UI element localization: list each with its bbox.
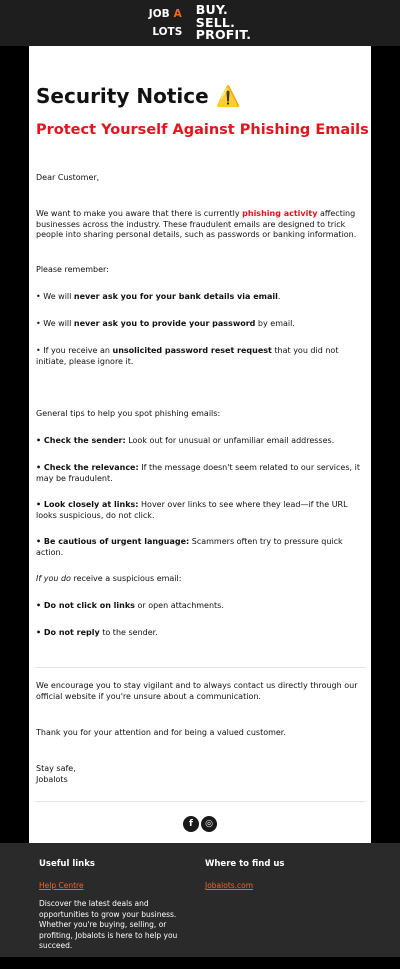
help-centre-link[interactable]: Help Centre	[39, 881, 84, 890]
greeting: Dear Customer,	[36, 173, 100, 182]
signoff	[36, 764, 366, 785]
jobalots-site-link[interactable]: Jobalots.com	[205, 881, 254, 890]
facebook-icon[interactable]: f	[183, 816, 199, 832]
jobalots-logo[interactable]	[149, 5, 186, 42]
useful-links-title: Useful links	[39, 859, 95, 869]
signoff-line: Stay safe,	[36, 764, 76, 773]
signoff-name: Jobalots	[36, 774, 68, 784]
tip-item-1: • Check the sender: Look out for unusual or unfamiliar email addresses.	[36, 436, 335, 445]
intro-paragraph: We want to make you aware that there is currently phishing activity affecting businesses across the industry. These fraudulent emails are designed to trick people into sharing personal details, such as passwords or banking information.	[36, 209, 357, 239]
footer-about-text: Discover the latest deals and opportunities to grow your business. Whether you're buying, selling, or profiting, Jobalots is here to help you succeed.	[39, 899, 178, 950]
tips-heading: General tips to help you spot phishing emails:	[36, 409, 221, 418]
footer	[0, 843, 400, 957]
action-item-2: • Do not reply to the sender.	[36, 628, 158, 637]
vigilant-paragraph: We encourage you to stay vigilant and to always contact us directly through our official website if you're unsure about a communication.	[36, 681, 358, 701]
logo-a: A	[173, 7, 182, 20]
tip-item-4: • Be cautious of urgent language: Scammers often try to pressure quick action.	[36, 537, 343, 557]
tagline	[196, 4, 251, 42]
page-title: Security Notice ⚠️	[36, 84, 241, 108]
bottom-bar	[0, 957, 400, 969]
logo-lots: LOTS	[152, 26, 183, 38]
tip-item-3: • Look closely at links: Hover over links to see where they lead—if the URL looks suspicious, do not click.	[36, 500, 348, 520]
phishing-highlight: phishing activity	[242, 209, 318, 218]
email-header	[0, 0, 400, 46]
tagline-profit: PROFIT.	[195, 27, 252, 43]
thanks-paragraph: Thank you for your attention and for being a valued customer.	[36, 728, 286, 737]
remember-item-2: • We will never ask you to provide your password by email.	[36, 319, 295, 328]
tip-item-2: • Check the relevance: If the message doesn't seem related to our services, it may be fraudulent.	[36, 463, 360, 483]
remember-item-3: • If you receive an unsolicited password reset request that you did not initiate, please ignore it.	[36, 346, 339, 366]
instagram-icon[interactable]: ◎	[201, 816, 217, 832]
tagline-sell: SELL.	[195, 14, 236, 30]
logo-job: JOB	[148, 7, 170, 20]
remember-heading: Please remember:	[36, 265, 109, 274]
page-subtitle: Protect Yourself Against Phishing Emails	[36, 122, 369, 138]
divider	[35, 667, 366, 668]
if-you-do-heading: If you do receive a suspicious email:	[36, 574, 182, 583]
tagline-buy: BUY.	[195, 2, 229, 18]
where-to-find-us-title: Where to find us	[205, 859, 285, 869]
remember-item-1: • We will never ask you for your bank details via email.	[36, 292, 281, 301]
action-item-1: • Do not click on links or open attachments.	[36, 601, 224, 610]
social-links	[183, 816, 217, 832]
divider	[35, 801, 366, 802]
